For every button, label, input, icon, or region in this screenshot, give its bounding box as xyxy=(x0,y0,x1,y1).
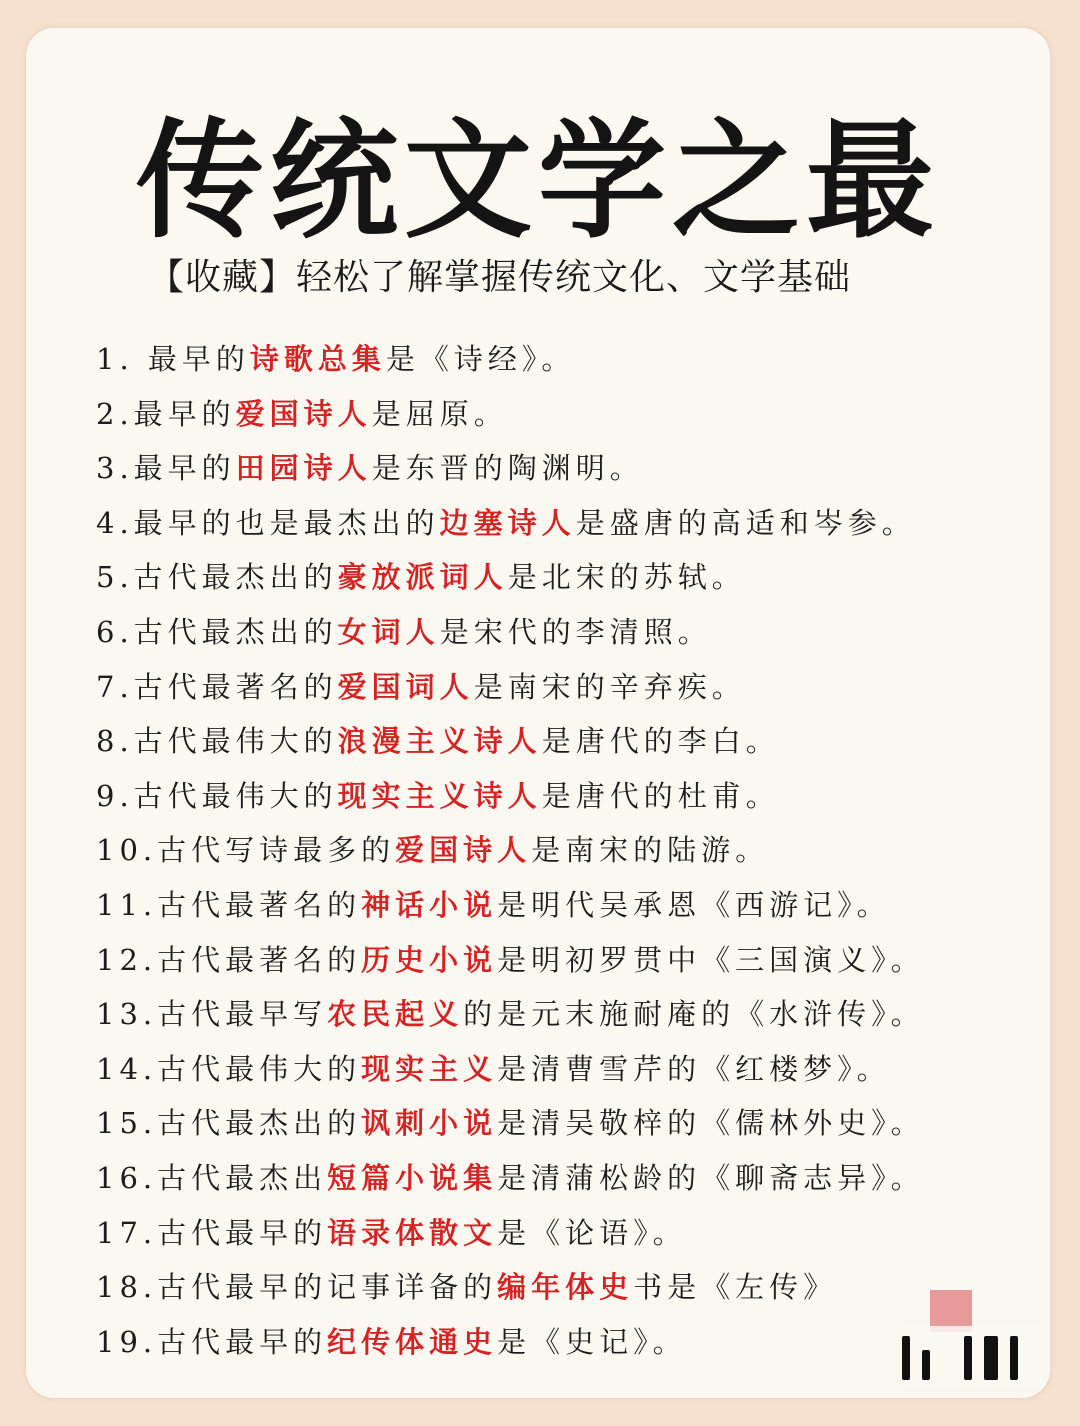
list-item xyxy=(96,933,925,988)
watermark xyxy=(902,1290,1042,1390)
item-highlight: 语录体散文 xyxy=(327,1215,498,1250)
item-text: 13.古代最早写 xyxy=(96,997,328,1032)
list-item xyxy=(96,496,925,551)
list-item xyxy=(96,1042,925,1097)
item-text: 是唐代的杜甫。 xyxy=(541,778,780,813)
item-text: 是东晋的陶渊明。 xyxy=(371,451,644,486)
item-highlight: 女词人 xyxy=(337,614,440,649)
item-text: 是南宋的辛弃疾。 xyxy=(473,669,746,704)
item-highlight: 短篇小说集 xyxy=(327,1160,498,1195)
item-highlight: 编年体史 xyxy=(497,1270,634,1305)
item-text: 6.古代最杰出的 xyxy=(96,614,338,649)
item-highlight: 爱国诗人 xyxy=(235,396,372,431)
item-highlight: 边塞诗人 xyxy=(439,505,576,540)
list-item xyxy=(96,605,925,660)
item-highlight: 历史小说 xyxy=(361,942,498,977)
item-text: 10.古代写诗最多的 xyxy=(96,833,396,868)
item-text: 是唐代的李白。 xyxy=(541,724,780,759)
item-text: 17.古代最早的 xyxy=(96,1215,328,1250)
list-item xyxy=(96,332,925,387)
item-highlight: 诗歌总集 xyxy=(249,342,386,376)
item-text: 16.古代最杰出 xyxy=(96,1160,328,1195)
item-highlight: 农民起义 xyxy=(327,997,464,1032)
list-item xyxy=(96,769,925,824)
item-text: 18.古代最早的记事详备的 xyxy=(96,1270,498,1305)
item-text: 是清曹雪芹的《红楼梦》。 xyxy=(497,1051,891,1086)
item-highlight: 讽刺小说 xyxy=(361,1106,498,1141)
item-text: 是明初罗贯中《三国演义》。 xyxy=(497,942,925,977)
item-text: 9.古代最伟大的 xyxy=(96,778,338,813)
list-item xyxy=(96,550,925,605)
item-highlight: 田园诗人 xyxy=(235,451,372,486)
list-item xyxy=(96,1096,925,1151)
item-text: 是《史记》。 xyxy=(497,1324,687,1359)
item-text: 2.最早的 xyxy=(96,396,236,431)
item-text: 是宋代的李清照。 xyxy=(439,614,712,649)
item-highlight: 现实主义诗人 xyxy=(337,778,542,813)
list-item xyxy=(96,1260,925,1315)
list-item xyxy=(96,878,925,933)
list-item xyxy=(96,660,925,715)
item-text: 的是元末施耐庵的《水浒传》。 xyxy=(463,997,925,1032)
item-text: 是屈原。 xyxy=(371,396,508,431)
item-text: 4.最早的也是最杰出的 xyxy=(96,505,440,540)
item-text: 1. 最早的 xyxy=(96,342,250,376)
item-highlight: 浪漫主义诗人 xyxy=(337,724,542,759)
list-item xyxy=(96,1315,925,1370)
item-highlight: 爱国诗人 xyxy=(395,833,532,868)
item-highlight: 纪传体通史 xyxy=(327,1324,498,1359)
item-text: 是盛唐的高适和岑参。 xyxy=(575,505,916,540)
list-item xyxy=(96,387,925,442)
item-text: 14.古代最伟大的 xyxy=(96,1051,362,1086)
facts-list xyxy=(96,332,925,1369)
page-subtitle: 【收藏】轻松了解掌握传统文化、文学基础 xyxy=(148,257,852,298)
list-item xyxy=(96,1151,925,1206)
item-text: 8.古代最伟大的 xyxy=(96,724,338,759)
item-text: 是明代吴承恩《西游记》。 xyxy=(497,887,891,922)
list-item xyxy=(96,714,925,769)
list-item xyxy=(96,1206,925,1261)
list-item xyxy=(96,441,925,496)
watermark-bars-icon xyxy=(902,1326,1042,1386)
item-text: 是南宋的陆游。 xyxy=(531,833,770,868)
item-text: 是《论语》。 xyxy=(497,1215,687,1250)
list-item xyxy=(96,987,925,1042)
page-title: 传统文学之最 xyxy=(135,106,940,256)
item-text: 是《诗经》。 xyxy=(385,342,576,376)
item-text: 是北宋的苏轼。 xyxy=(507,560,746,595)
item-highlight: 豪放派词人 xyxy=(337,560,508,595)
item-text: 是清蒲松龄的《聊斋志异》。 xyxy=(497,1160,925,1195)
item-highlight: 神话小说 xyxy=(361,887,498,922)
item-text: 19.古代最早的 xyxy=(96,1324,328,1359)
item-text: 是清吴敬梓的《儒林外史》。 xyxy=(497,1106,925,1141)
item-highlight: 现实主义 xyxy=(361,1051,498,1086)
item-text: 书是《左传》 xyxy=(633,1270,838,1305)
item-text: 3.最早的 xyxy=(96,451,236,486)
item-text: 11.古代最著名的 xyxy=(96,887,362,922)
item-text: 15.古代最杰出的 xyxy=(96,1106,362,1141)
item-text: 12.古代最著名的 xyxy=(96,942,362,977)
item-highlight: 爱国词人 xyxy=(337,669,474,704)
item-text: 5.古代最杰出的 xyxy=(96,560,338,595)
article-card xyxy=(26,28,1050,1398)
list-item xyxy=(96,823,925,878)
item-text: 7.古代最著名的 xyxy=(96,669,338,704)
